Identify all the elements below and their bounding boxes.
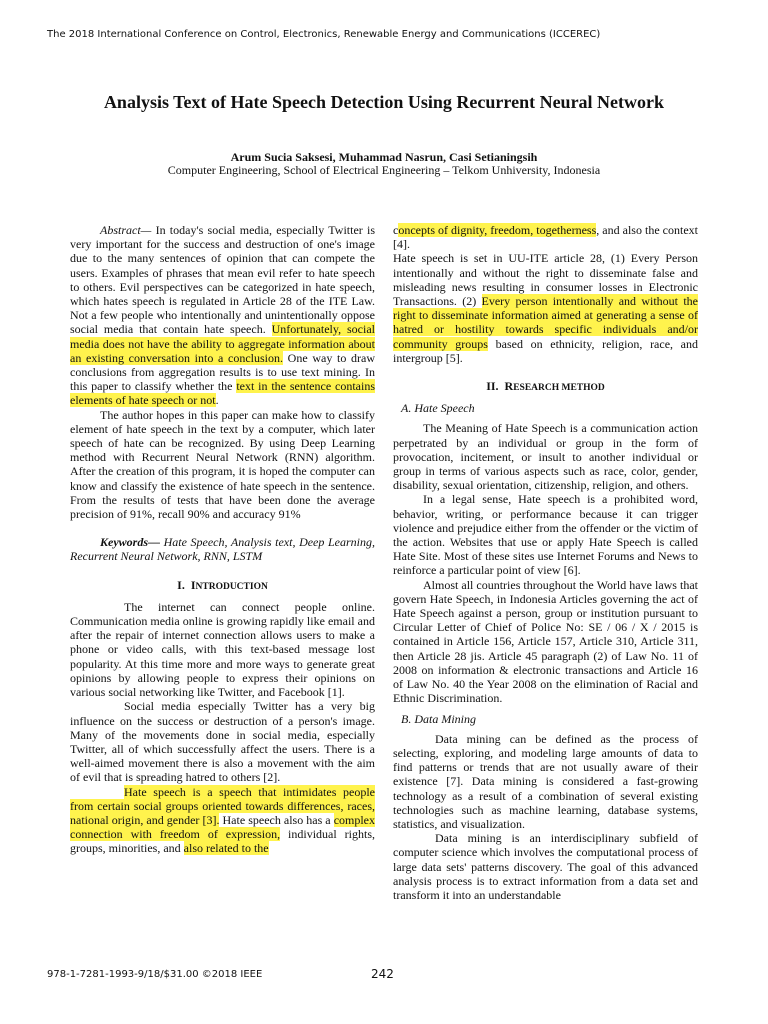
author-affiliation: Computer Engineering, School of Electrical Engineering – Telkom Unhiversity, Indonesia (167, 163, 601, 177)
abstract-paragraph: The author hopes in this paper can make how to classify element of hate speech in the text by a computer, which later speech of hate can be recognized. By using Deep Learning method with Recurrent Neural Network (RNN) algorithm. After the creation of this program, it is hoped the computer can know and classify the existence of hate speech in the sentence. From the results of tests that have been done the average precision of 91%, recall 90% and accuracy 91% (70, 407, 375, 522)
body-text: individual rights, groups, minorities, and (70, 827, 375, 856)
subsection-hate-speech: A. Hate Speech (401, 401, 475, 416)
highlight: oncepts of dignity, freedom, togetherness (398, 223, 597, 237)
highlight: also related to the (183, 841, 269, 856)
abstract-paragraph (70, 223, 375, 408)
section-title-rest: NTRODUCTION (195, 581, 268, 592)
highlight: text in the sentence contains elements of hate speech or not (70, 379, 375, 408)
body-paragraph (70, 785, 375, 856)
section-title-rest: ESEARCH METHOD (513, 383, 605, 394)
body-paragraph: The internet can connect people online. Communication media online is growing rapidly like email and after the repair of internet connection allows users to make a phone or video calls, with this text-based message lost popularity. At this time more and more ways to generate great opinions by allowing people to express their opinions on various social networking like Twitter, and Facebook [1]. (70, 599, 375, 700)
keywords-label: Keywords— (100, 535, 160, 550)
highlight: complex connection with freedom of expression, (70, 812, 376, 842)
body-paragraph: Social media especially Twitter has a very big influence on the success or destruction of a person's image. Many of the movements done in social media, especially Twitter, all of which successfully affect the users. There is a well-aimed movement there is also a movement with the aim of evil that is spreading hatred to others [2]. (70, 699, 375, 785)
abstract-text: In today's social media, especially Twitter is very important for the success and destruction of one's image due to the many sentences of opinion that can compete the users. Examples of phrases that mean evil refer to hate speech to others. Evil perspectives can be categorized in hate speech, which hates speech is regulated in Article 28 of the ITE Law. Not a few people who intentionally and unintentionally oppose social media that contain hate speech. (70, 223, 375, 337)
abstract-text: One way to draw conclusions from aggregation results is to use text mining. In this paper to classify whether the (70, 350, 376, 394)
section-title-initial: I (190, 577, 196, 592)
highlight: Hate speech is a speech that intimidates people from certain social groups oriented towards differences, races, national origin, and gender [3]. (70, 784, 375, 827)
body-paragraph: The Meaning of Hate Speech is a communication action perpetrated by an individual or group in the form of provocation, incitement, or insult to another individual or group in terms of various aspects such as race, color, gender, disability, sexual orientation, citizenship, religion, and others. (393, 421, 698, 493)
footer-isbn: 978-1-7281-1993-9/18/$31.00 ©2018 IEEE (47, 969, 263, 980)
keywords-text: Hate Speech, Analysis text, Deep Learning, Recurrent Neural Network, RNN, LSTM (70, 535, 375, 564)
body-paragraph: Almost all countries throughout the World have laws that govern Hate Speech, in Indonesia Articles governing the act of Hate Speech against a person, group or institution pursuant to Circular Letter of Chief of Police No: SE / 06 / X / 2015 is contained in Article 156, Article 157, Article 310, Article 311, then Article 28 jis. Article 45 paragraph (2) of Law No. 11 of 2008 on information & electronic transactions and Article 16 of Law No. 40 the Year 2008 on the elimination of Racial and Ethnic Discrimination. (393, 577, 698, 706)
section-number: I. (177, 577, 185, 592)
section-heading-research-method (393, 379, 698, 395)
body-paragraph: Data mining can be defined as the process of selecting, exploring, and modeling large amounts of data to find patterns or trends that are not usually aware of their existence [7]. Data mining is considered a fast-growing technology as a result of a combination of several existing technologies such as machine learning, database systems, statistics, and visualization. (393, 731, 698, 831)
section-heading-introduction (70, 578, 375, 594)
body-text: Hate speech is set in UU-ITE article 28, (1) Every Person intentionally and without the right to disseminate false and misleading news resulting in consumer losses in Electronic Transactions. (2) (393, 251, 698, 309)
paper-title: Analysis Text of Hate Speech Detection Using Recurrent Neural Network (103, 92, 665, 112)
body-paragraph (393, 251, 698, 365)
highlight: Unfortunately, social media does not have the ability to aggregate information about an existing conversation into a conclusion. (70, 322, 375, 365)
body-text: based on ethnicity, religion, race, and intergroup [5]. (393, 336, 699, 365)
body-text: c (393, 223, 399, 237)
abstract-label: Abstract— (100, 223, 152, 237)
abstract-text: . (215, 393, 219, 408)
body-text: , and also the context [4]. (393, 223, 698, 252)
body-paragraph: Data mining is an interdisciplinary subfield of computer science which involves the computational process of large data sets' patterns discovery. The goal of this advanced analysis process is to extract information from a data set and transform it into an understandable (393, 831, 698, 902)
subsection-data-mining: B. Data Mining (401, 711, 476, 726)
right-column (393, 223, 698, 902)
left-column (70, 223, 375, 856)
body-paragraph: In a legal sense, Hate speech is a prohibited word, behavior, writing, or performance because it can trigger violence and prejudice either from the offender or the victim of the action. Websites that use or apply Hate Speech is called Hate Site. Most of these sites use Internet Forums and News to reinforce a particular point of view [6]. (393, 492, 698, 578)
section-number: II. (486, 379, 499, 394)
keywords (70, 535, 375, 563)
highlight: Every person intentionally and without the right to disseminate information aimed at generating a sense of hatred or hostility towards specific individuals and/or community groups (393, 294, 698, 351)
body-text: Hate speech also has a (219, 812, 334, 827)
page-number: 242 (371, 967, 394, 981)
conference-header: The 2018 International Conference on Control, Electronics, Renewable Energy and Communications (ICCEREC) (47, 29, 601, 40)
body-paragraph (393, 223, 698, 251)
section-title-initial: R (504, 379, 514, 394)
author-list: Arum Sucia Saksesi, Muhammad Nasrun, Casi Setianingsih (230, 150, 538, 164)
